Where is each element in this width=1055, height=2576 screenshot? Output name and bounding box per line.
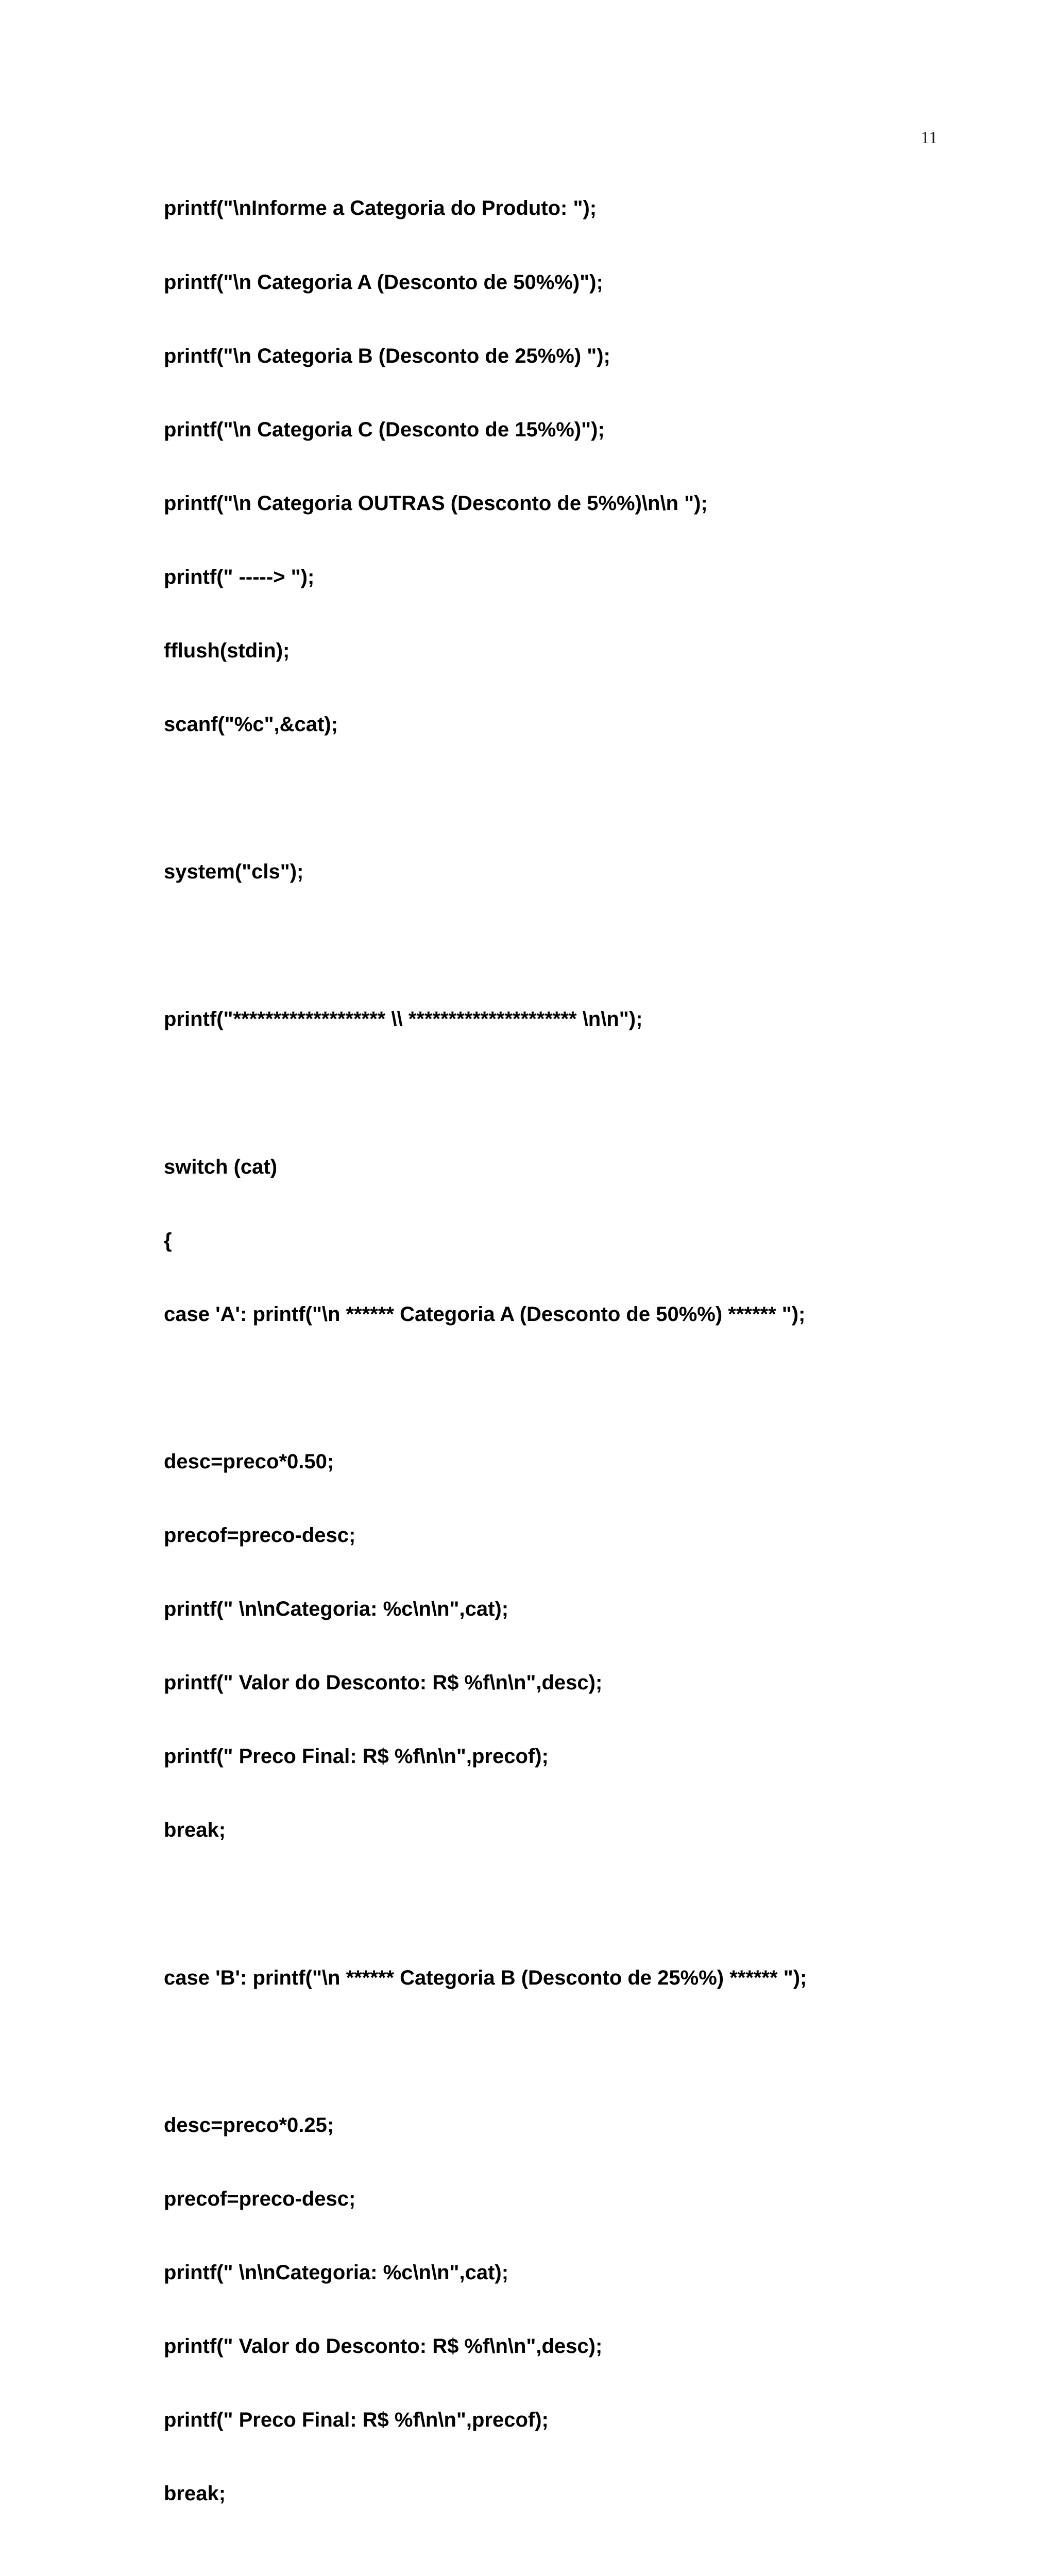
code-line-10: system("cls");	[164, 860, 304, 884]
code-line-20: printf(" \n\nCategoria: %c\n\n",cat);	[164, 1598, 509, 1621]
code-line-14: switch (cat)	[164, 1155, 278, 1178]
code-line-8: scanf("%c",&cat);	[164, 713, 338, 736]
code-line-4: printf("\n Categoria C (Desconto de 15%%)");	[164, 418, 605, 441]
code-line-30: printf(" Valor do Desconto: R$ %f\n\n",desc);	[164, 2335, 603, 2358]
code-line-32: break;	[164, 2482, 226, 2505]
page-number: 11	[921, 128, 938, 147]
code-line-26	[164, 2040, 1040, 2064]
code-line-3: printf("\n Categoria B (Desconto de 25%%) ");	[164, 344, 610, 367]
code-line-33	[164, 2555, 1040, 2576]
code-line-27: desc=preco*0.25;	[164, 2113, 334, 2137]
code-line-13	[164, 1081, 1040, 1106]
code-line-21: printf(" Valor do Desconto: R$ %f\n\n",desc);	[164, 1671, 603, 1694]
code-line-15: {	[164, 1229, 172, 1252]
code-line-5: printf("\n Categoria OUTRAS (Desconto de 5%%)\n\n ");	[164, 492, 708, 515]
code-line-19: precof=preco-desc;	[164, 1524, 356, 1547]
code-line-11	[164, 934, 1040, 958]
code-line-9	[164, 786, 1040, 811]
code-line-24	[164, 1892, 1040, 1917]
code-line-12: printf("******************* \\ ********************* \n\n");	[164, 1008, 643, 1031]
code-line-23: break;	[164, 1819, 226, 1842]
code-line-29: printf(" \n\nCategoria: %c\n\n",cat);	[164, 2261, 509, 2284]
code-line-25: case 'B': printf("\n ****** Categoria B (Desconto de 25%%) ****** ");	[164, 1966, 807, 1989]
code-line-16: case 'A': printf("\n ****** Categoria A (Desconto de 50%%) ****** ");	[164, 1302, 806, 1326]
code-line-31: printf(" Preco Final: R$ %f\n\n",precof);	[164, 2409, 549, 2432]
code-line-6: printf(" -----> ");	[164, 565, 315, 588]
code-line-7: fflush(stdin);	[164, 639, 290, 662]
code-line-28: precof=preco-desc;	[164, 2187, 356, 2210]
code-line-22: printf(" Preco Final: R$ %f\n\n",precof);	[164, 1745, 549, 1768]
code-line-1: printf("\nInforme a Categoria do Produto: ");	[164, 197, 597, 220]
code-line-17	[164, 1376, 1040, 1401]
code-listing	[164, 147, 1040, 2576]
code-line-18: desc=preco*0.50;	[164, 1450, 334, 1473]
code-line-2: printf("\n Categoria A (Desconto de 50%%)");	[164, 270, 603, 294]
